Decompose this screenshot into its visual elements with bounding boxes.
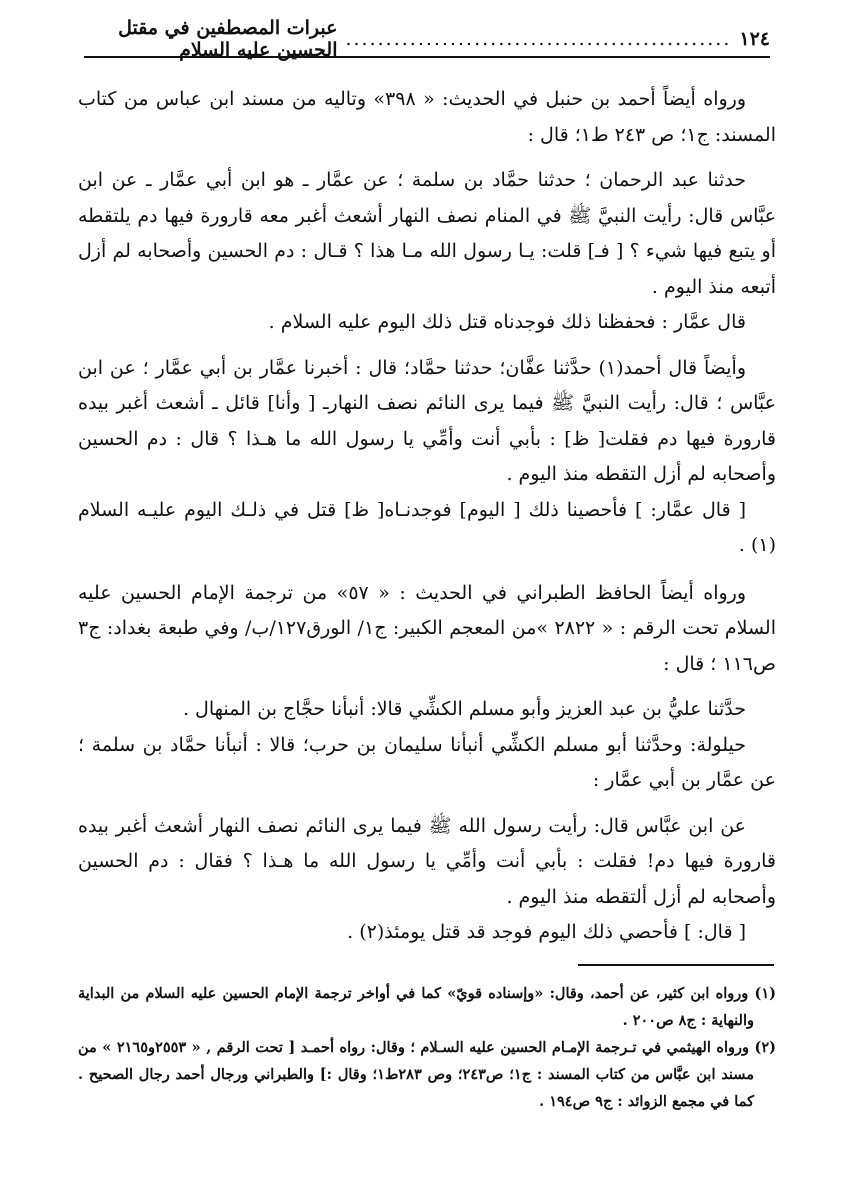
paragraph: ورواه أيضاً الحافظ الطبراني في الحديث : « ٥٧» من ترجمة الإمام الحسين عليه السلام تحت الرقم : « ٢٨٢٢ »من المعجم الكبير: ج١/ الورق١٢٧/ب/ وفي طبعة بغداد: ج٣ ص١١٦ ؛ قال : xyxy=(78,581,776,675)
footnote: (١) ورواه ابن كثير، عن أحمد، وقال: «وإسناده قويّ» كما في أواخر ترجمة الإمام الحسين عليه السلام من البداية والنهاية : ج٨ ص٢٠٠ . xyxy=(78,985,776,1029)
paragraph: حدَّثنا عليُّ بن عبد العزيز وأبو مسلم الكشِّي قالا: أنبأنا حجَّاج بن المنهال . xyxy=(182,698,746,720)
paragraph: حدثنا عبد الرحمان ؛ حدثنا حمَّاد بن سلمة ؛ عن عمَّار ـ هو ابن أبي عمَّار ـ عن ابن عبَّاس قال: رأيت النبيَّ ﷺ في المنام نصف النهار أشعث أغبر معه قارورة فيها دم يلتقطه أو يتبع فيها شيء ؟ [ فـ] قلت: يـا رسول الله مـا هذا ؟ قـال : دم الحسين وأصحابه لم أزل أتبعه منذ اليوم . xyxy=(78,169,776,298)
paragraph: قال عمَّار : فحفظنا ذلك فوجدناه قتل ذلك اليوم عليه السلام . xyxy=(268,311,746,333)
footnote: (٢) ورواه الهيثمي في تـرجمة الإمـام الحسين عليه السـلام ؛ وقال: رواه أحمـد [ تحت الرقم , « ٢٥٥٣و٢١٦٥ » من مسند ابن عبَّاس من كتاب المسند : ج١؛ ص٢٤٣؛ وص ٢٨٣ط١؛ وقال :] والطبراني ورجال أحمد رجال الصحيح . كما في مجمع الزوائد : ج٩ ص١٩٤ . xyxy=(78,1039,777,1110)
paragraph: [ قال عمَّار: ] فأحصينا ذلك [ اليوم] فوجدنـاه[ ظ] قتل في ذلـك اليوم عليـه السلام (١) . xyxy=(78,498,776,556)
paragraph: وأيضاً قال أحمد(١) حدَّثنا عفَّان؛ حدثنا حمَّاد؛ قال : أخبرنا عمَّار بن أبي عمَّار ؛ عن ابن عبَّاس ؛ قال: رأيت النبيَّ ﷺ فيما يرى النائم نصف النهارـ [ وأنا] قائل ـ أشعث أغبر بيده قارورة فيها دم فقلت[ ظ] : بأبي أنت وأمِّي يا رسول الله ما هـذا ؟ قال : دم الحسين وأصحابه لم أزل التقطه منذ اليوم . xyxy=(78,356,776,485)
running-header xyxy=(84,17,770,61)
footnote-separator xyxy=(578,964,774,966)
paragraph: حيلولة: وحدَّثنا أبو مسلم الكشِّي أنبأنا سليمان بن حرب؛ قالا : أنبأنا حمَّاد بن سلمة ؛ عن عمَّار بن أبي عمَّار : xyxy=(78,733,776,791)
page-number: ١٢٤ xyxy=(739,28,770,50)
paragraph: [ قال: ] فأحصي ذلك اليوم فوجد قد قتل يومئذ(٢) . xyxy=(347,921,746,943)
main-text xyxy=(78,82,776,951)
footnotes xyxy=(78,980,776,1115)
header-leader-dots: ................................................ xyxy=(345,28,732,50)
book-title: عبرات المصطفين في مقتل الحسين عليه السلام xyxy=(118,17,338,61)
paragraph: ورواه أيضاً أحمد بن حنبل في الحديث: « ٣٩٨» وتاليه من مسند ابن عباس من كتاب المسند: ج١؛ ص ٢٤٣ ط١؛ قال : xyxy=(78,88,776,146)
paragraph: عن ابن عبَّاس قال: رأيت رسول الله ﷺ فيما يرى النائم نصف النهار أشعث أغبر بيده قارورة فيها دم! فقلت : بأبي أنت وأمِّي يا رسول الله ما هـذا ؟ فقال : دم الحسين وأصحابه لم أزل ألتقطه منذ اليوم . xyxy=(78,814,776,908)
